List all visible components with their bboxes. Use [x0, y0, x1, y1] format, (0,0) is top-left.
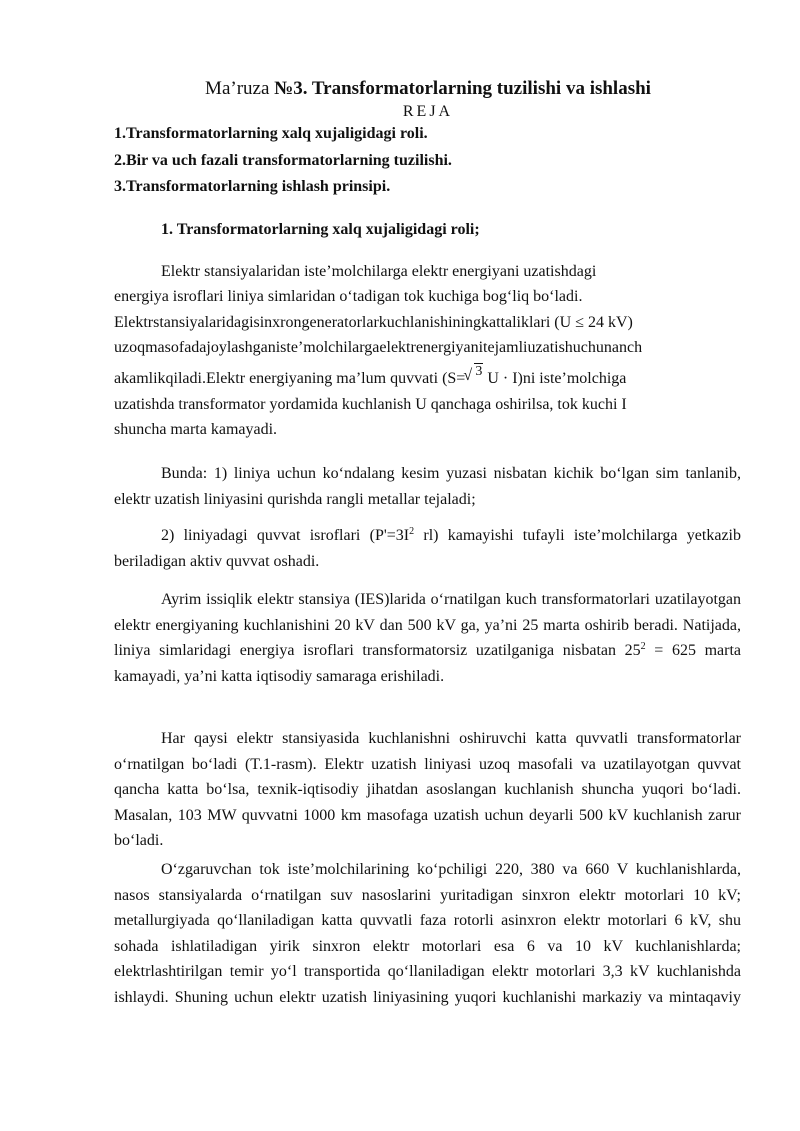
para1-line-5-b: U · I)ni iste’molchiga	[487, 370, 627, 387]
section-heading: 1. Transformatorlarning xalq xujaligidagi roli;	[161, 221, 480, 238]
plan-item-1: 1.Transformatorlarning xalq xujaligidagi roli.	[114, 125, 428, 142]
plan-item-3: 3.Transformatorlarning ishlash prinsipi.	[114, 178, 391, 195]
square-root-value: 3	[475, 364, 483, 379]
para1-line-4: uzoqmasofadajoylashganiste’molchilargaelektrenergiyanitejamliuzatishuchunanch	[114, 339, 643, 356]
lecture-title	[0, 78, 800, 100]
para1-line-5	[114, 364, 627, 388]
plan-heading: REJA	[402, 103, 454, 120]
paragraph-3	[114, 523, 741, 574]
para1-line-7: shuncha marta kamayadi.	[114, 421, 278, 438]
paragraph-6: O‘zgaruvchan tok iste’molchilarining ko‘pchiligi 220, 380 va 660 V kuchlanishlarda, nasos stansiyalarda o‘rnatilgan suv nasoslarini yuritadigan sinxron elektr motorlari 10 kV; metallurgiyada qo‘llaniladigan katta quvvatli faza rotorli asinxron elektr motorlari 6 kV, shu sohada ishlatiladigan yirik sinxron elektr motorlari esa 6 va 10 kV kuchlanishlarda; elektrlashtirilgan temir yo‘l transportida qo‘llaniladigan elektr motorlari 3,3 kV kuchlanishda ishlaydi. Shuning uchun elektr uzatish liniyasining yuqori kuchlanishi markaziy va mintaqaviy	[114, 861, 741, 1006]
paragraph-4	[114, 587, 741, 689]
para1-line-6: uzatishda transformator yordamida kuchlanish U qanchaga oshirilsa, tok kuchi I	[114, 396, 627, 413]
plan-item-2: 2.Bir va uch fazali transformatorlarning tuzilishi.	[114, 152, 452, 169]
para1-line-5-a: akamlikqiladi.Elektr energiyaning ma’lum quvvati (S=	[114, 370, 466, 387]
title-bold: №3. Transformatorlarning tuzilishi va ishlashi	[274, 78, 651, 99]
para1-line-2: energiya isroflari liniya simlaridan o‘tadigan tok kuchiga bog‘liq bo‘ladi.	[114, 288, 583, 305]
title-prefix: Ma’ruza	[205, 78, 275, 99]
paragraph-4-a: Ayrim issiqlik elektr stansiya (IES)larida o‘rnatilgan kuch transformatorlari uzatilayotgan elektr energiyaning kuchlanishini 20 kV dan 500 kV ga, ya’ni 25 marta oshirib beradi. Natijada, liniya simlaridagi energiya isroflari transformatorsiz uzatilganiga nisbatan 25	[114, 591, 741, 659]
paragraph-3-sup: 2	[409, 526, 415, 537]
para1-line-3: Elektrstansiyalaridagisinxrongeneratorlarkuchlanishiningkattaliklari (U ≤ 24 kV)	[114, 314, 633, 331]
paragraph-4-sup: 2	[640, 641, 646, 652]
para1-line-1: Elektr stansiyalaridan iste’molchilarga elektr energiyani uzatishdagi	[161, 263, 597, 280]
paragraph-3-a: 2) liniyadagi quvvat isroflari (P'=3I	[161, 527, 410, 544]
paragraph-4-b: = 625 marta kamayadi, ya’ni katta iqtisodiy samaraga erishiladi.	[114, 642, 741, 685]
paragraph-2: Bunda: 1) liniya uchun ko‘ndalang kesim yuzasi nisbatan kichik bo‘lgan sim tanlanib, elektr uzatish liniyasini qurishda rangli metallar tejaladi;	[114, 465, 741, 508]
square-root	[465, 364, 483, 388]
paragraph-5: Har qaysi elektr stansiyasida kuchlanishni oshiruvchi katta quvvatli transformatorlar o‘rnatilgan bo‘ladi (T.1-rasm). Elektr uzatish liniyasi uzoq masofali va uzatilayotgan quvvat qancha katta bo‘lsa, texnik-iqtisodiy jihatdan asoslangan kuchlanish shuncha yuqori bo‘ladi. Masalan, 103 MW quvvatni 1000 km masofaga uzatish uchun deyarli 500 kV kuchlanish zarur bo‘ladi.	[114, 730, 741, 849]
paragraph-3-b: rl) kamayishi tufayli iste’molchilarga yetkazib beriladigan aktiv quvvat oshadi.	[114, 527, 741, 570]
